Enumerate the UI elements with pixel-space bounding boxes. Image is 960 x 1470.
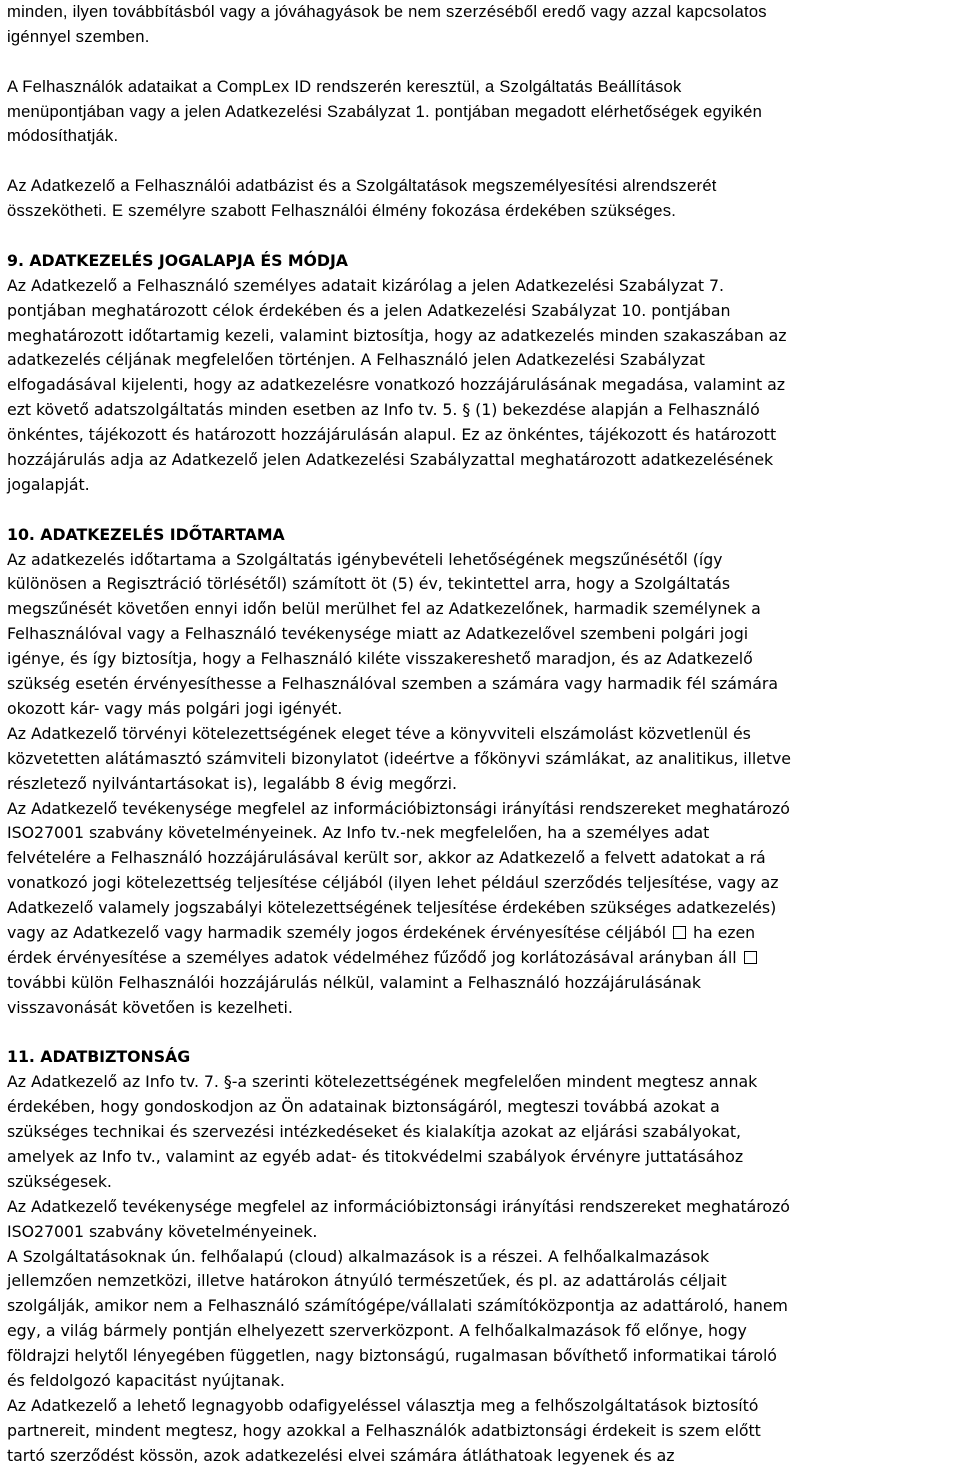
text-line: Az Adatkezelő tevékenysége megfelel az információbiztonsági irányítási rendszereket meghatározó (7, 1196, 790, 1216)
text-line: menüpontjában vagy a jelen Adatkezelési Szabályzat 1. pontjában megadott elérhetőségek egyikén (7, 101, 763, 121)
text-line: megszűnését követően ennyi időn belül merülhet fel az Adatkezelőnek, harmadik személynek a (7, 599, 761, 619)
text-line: igénye, és így biztosítja, hogy a Felhasználó kiléte visszakereshető maradjon, és az Adatkezelő (7, 649, 753, 669)
section-10-heading: 10. ADATKEZELÉS IDŐTARTAMA (7, 524, 285, 544)
text-line: Adatkezelő valamely jogszabályi kötelezettségének teljesítése érdekében szükséges adatkezelés) (7, 898, 777, 918)
text-line: érdekében, hogy gondoskodjon az Ön adatainak biztonságáról, megteszi továbbá azokat a (7, 1097, 720, 1117)
text-line: ISO27001 szabvány követelményeinek. Az Info tv.-nek megfelelően, ha a személyes adat (7, 823, 710, 843)
text-line: jogalapját. (7, 474, 90, 494)
text-line: Az Adatkezelő törvényi kötelezettségének eleget téve a könyvviteli elszámolást közvetlenül és (7, 723, 751, 743)
text-line: Az Adatkezelő a Felhasználói adatbázist és a Szolgáltatások megszemélyesítési alrendszerét (7, 176, 717, 196)
text-line: visszavonását követően is kezelheti. (7, 997, 293, 1017)
text-line-with-box (7, 921, 955, 946)
text-line: felvételére a Felhasználó hozzájárulásával került sor, akkor az Adatkezelő a felvett adatokat a rá (7, 848, 766, 868)
text-line: Az adatkezelés időtartama a Szolgáltatás igénybevételi lehetőségének megszűnésétől (így (7, 549, 723, 569)
section-11-heading: 11. ADATBIZTONSÁG (7, 1047, 191, 1067)
text-line: szükség esetén érvényesíthesse a Felhasználóval szemben a számára vagy harmadik fél számára (7, 674, 778, 694)
intro-section (7, 0, 955, 249)
text-line: elfogadásával kijelenti, hogy az adatkezelésre vonatkozó hozzájárulásának megadása, valamint az (7, 375, 785, 395)
text-line: módosíthatják. (7, 126, 119, 146)
section-10 (7, 523, 955, 1046)
text-line: meghatározott időtartamig kezeli, valamint biztosítja, hogy az adatkezelés minden szakaszában az (7, 325, 787, 345)
text-line: önkéntes, tájékozott és határozott hozzájárulásán alapul. Ez az önkéntes, tájékozott és határozott (7, 425, 777, 445)
text-line: tartó szerződést kössön, azok adatkezelési elvei számára átláthatoak legyenek és az (7, 1445, 675, 1465)
section-9-heading: 9. ADATKEZELÉS JOGALAPJA ÉS MÓDJA (7, 250, 348, 270)
text-line: ezt követő adatszolgáltatás minden esetben az Info tv. 5. § (1) bekezdése alapján a Felhasználó (7, 400, 760, 420)
text-line: közvetetten alátámasztó számviteli bizonylatot (ideértve a főkönyvi számlákat, az analitikus, illetve (7, 748, 791, 768)
text-line: pontjában meghatározott célok érdekében és a jelen Adatkezelési Szabályzat 10. pontjában (7, 300, 731, 320)
text-line: hozzájárulás adja az Adatkezelő jelen Adatkezelési Szabályzattal meghatározott adatkezelésének (7, 450, 774, 470)
text-line: igénnyel szemben. (7, 26, 150, 46)
text-fragment: érdek érvényesítése a személyes adatok védelméhez fűződő jog korlátozásával arányban áll (7, 947, 737, 967)
section-11 (7, 1045, 955, 1468)
text-line: jellemzően nemzetközi, illetve határokon átnyúló természetűek, és pl. az adattárolás céljait (7, 1271, 727, 1291)
text-line: vonatkozó jogi kötelezettség teljesítése céljából (ilyen lehet például szerződés teljesítése, vagy az (7, 873, 779, 893)
missing-glyph-box-icon (744, 951, 757, 964)
text-line: földrajzi helytől lényegében független, nagy biztonságú, rugalmasan bővíthető informatikai tároló (7, 1346, 777, 1366)
text-line: szükséges technikai és szervezési intézkedéseket és kialakítja azokat az eljárási szabályokat, (7, 1122, 741, 1142)
text-line: Az Adatkezelő az Info tv. 7. §-a szerinti kötelezettségének megfelelően mindent megtesz annak (7, 1072, 758, 1092)
text-line-with-box (7, 946, 955, 971)
text-line: A Szolgáltatásoknak ún. felhőalapú (cloud) alkalmazások is a részei. A felhőalkalmazások (7, 1246, 710, 1266)
text-line: és feldolgozó kapacitást nyújtanak. (7, 1370, 285, 1390)
text-line: Az Adatkezelő tevékenysége megfelel az információbiztonsági irányítási rendszereket meghatározó (7, 798, 790, 818)
text-line: adatkezelés céljának megfelelően történjen. A Felhasználó jelen Adatkezelési Szabályzat (7, 350, 705, 370)
text-line: szükségesek. (7, 1171, 112, 1191)
text-line: Az Adatkezelő a Felhasználó személyes adatait kizárólag a jelen Adatkezelési Szabályzat 7. (7, 275, 724, 295)
text-line: amelyek az Info tv., valamint az egyéb adat- és titokvédelmi szabályok érvényre juttatásához (7, 1146, 744, 1166)
text-line: minden, ilyen továbbításból vagy a jóváhagyások be nem szerzéséből eredő vagy azzal kapcsolatos (7, 2, 767, 21)
missing-glyph-box-icon (673, 926, 686, 939)
text-line: egy, a világ bármely pontján elhelyezett szerverközpont. A felhőalkalmazások fő előnye, hogy (7, 1321, 747, 1341)
text-line: Az Adatkezelő a lehető legnagyobb odafigyeléssel választja meg a felhőszolgáltatások biztosító (7, 1395, 759, 1415)
text-line: Felhasználóval vagy a Felhasználó tevékenysége miatt az Adatkezelővel szembeni polgári jogi (7, 624, 749, 644)
text-line: összekötheti. E személyre szabott Felhasználói élmény fokozása érdekében szükséges. (7, 201, 677, 221)
text-fragment: vagy az Adatkezelő vagy harmadik személy jogos érdekének érvényesítése céljából (7, 922, 667, 942)
text-line: okozott kár- vagy más polgári jogi igényét. (7, 698, 343, 718)
document-page (7, 0, 955, 1469)
text-line: A Felhasználók adataikat a CompLex ID rendszerén keresztül, a Szolgáltatás Beállítások (7, 76, 682, 96)
text-line: további külön Felhasználói hozzájárulás nélkül, valamint a Felhasználó hozzájárulásának (7, 972, 701, 992)
text-line: szolgálják, amikor nem a Felhasználó számítógépe/vállalati számítóközpontja az adattároló, hanem (7, 1296, 788, 1316)
text-line: különösen a Regisztráció törlésétől) számított öt (5) év, tekintettel arra, hogy a Szolgáltatás (7, 574, 731, 594)
text-fragment: ha ezen (688, 922, 756, 942)
section-9 (7, 249, 955, 523)
text-line: partnereit, mindent megtesz, hogy azokkal a Felhasználók adatbiztonsági érdekeit is szem előtt (7, 1420, 761, 1440)
text-line: részletező nyilvántartásokat is), legalább 8 évig megőrzi. (7, 773, 457, 793)
text-line: ISO27001 szabvány követelményeinek. (7, 1221, 318, 1241)
